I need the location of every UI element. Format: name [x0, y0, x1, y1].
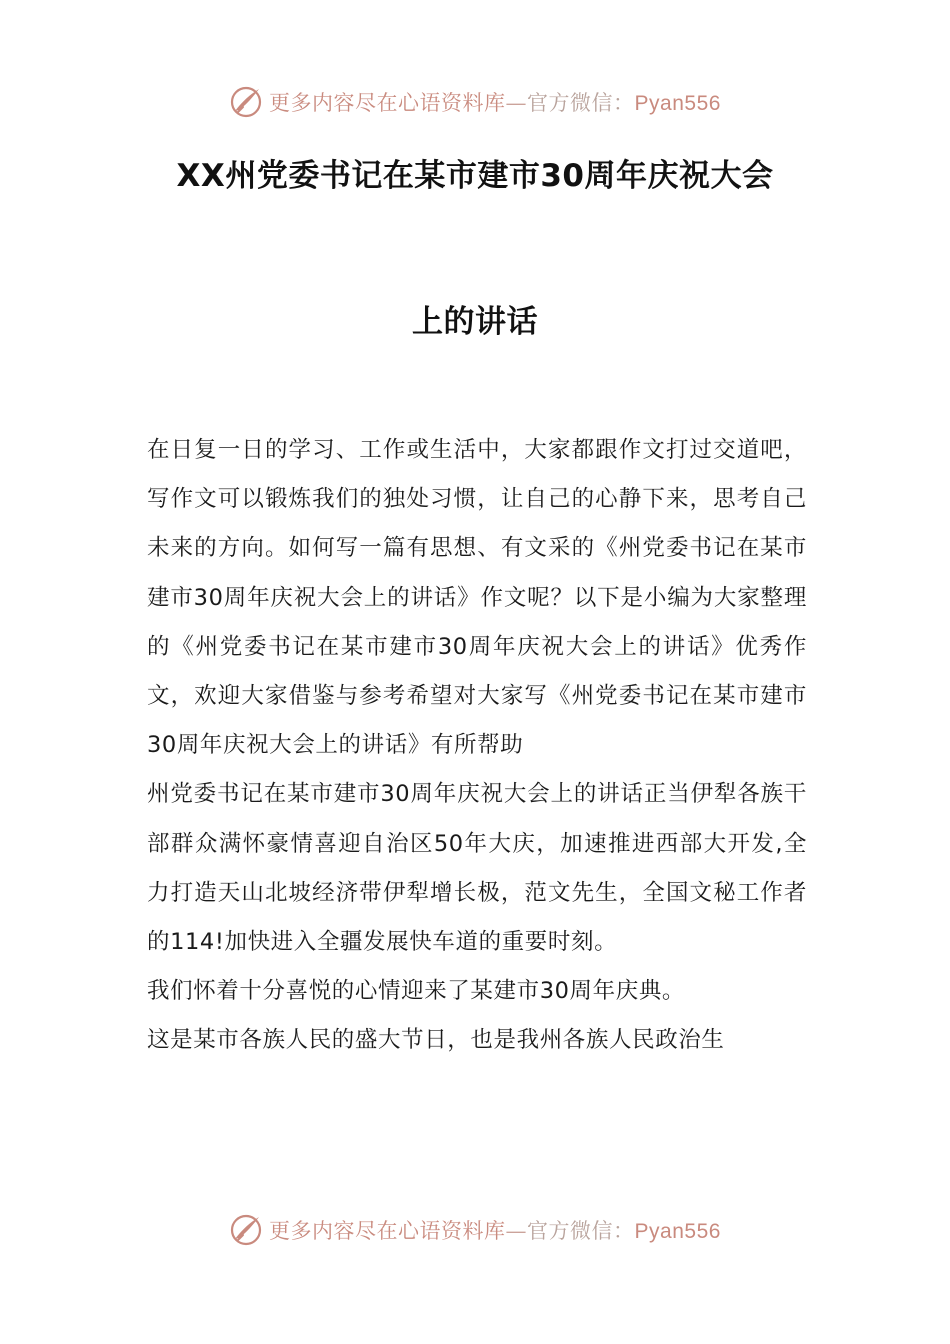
banner-main-text: 更多内容尽在心语资料库	[269, 1219, 506, 1243]
body-paragraph: 这是某市各族人民的盛大节日，也是我州各族人民政治生	[147, 1027, 725, 1054]
body-paragraph: 州党委书记在某市建市30周年庆祝大会上的讲话正当伊犁各族干部群众满怀豪情喜迎自治区50年大庆，加速推进西部大开发,全力打造天山北坡经济带伊犁增长极，范文先生，全国文秘工作者的114!加快进入全疆发展快车道的重要时刻。	[147, 781, 807, 956]
banner-wechat-label: 官方微信：	[527, 91, 635, 115]
banner-wechat-id: Pyan556	[634, 1220, 721, 1243]
banner-dash: —	[505, 91, 528, 115]
body-paragraph: 在日复一日的学习、工作或生活中，大家都跟作文打过交道吧，写作文可以锻炼我们的独处习惯，让自己的心静下来，思考自己未来的方向。如何写一篇有思想、有文采的《州党委书记在某市建市30周年庆祝大会上的讲话》作文呢？以下是小编为大家整理的《州党委书记在某市建市30周年庆祝大会上的讲话》优秀作文，欢迎大家借鉴与参考希望对大家写《州党委书记在某市建市30周年庆祝大会上的讲话》有所帮助	[147, 437, 807, 759]
header-banner	[0, 80, 950, 124]
footer-banner	[0, 1208, 950, 1252]
banner-dash: —	[505, 1219, 528, 1243]
quill-pen-logo-icon	[229, 85, 263, 119]
banner-wechat-id: Pyan556	[634, 92, 721, 115]
document-body	[147, 426, 807, 1066]
body-paragraph: 我们怀着十分喜悦的心情迎来了某建市30周年庆典。	[147, 978, 686, 1005]
document-title-line-1: XX州党委书记在某市建市30周年庆祝大会	[176, 158, 774, 194]
document-title-line-2: 上的讲话	[412, 304, 538, 340]
banner-wechat-label: 官方微信：	[527, 1219, 635, 1243]
banner-main-text: 更多内容尽在心语资料库	[269, 91, 506, 115]
quill-pen-logo-icon	[229, 1213, 263, 1247]
